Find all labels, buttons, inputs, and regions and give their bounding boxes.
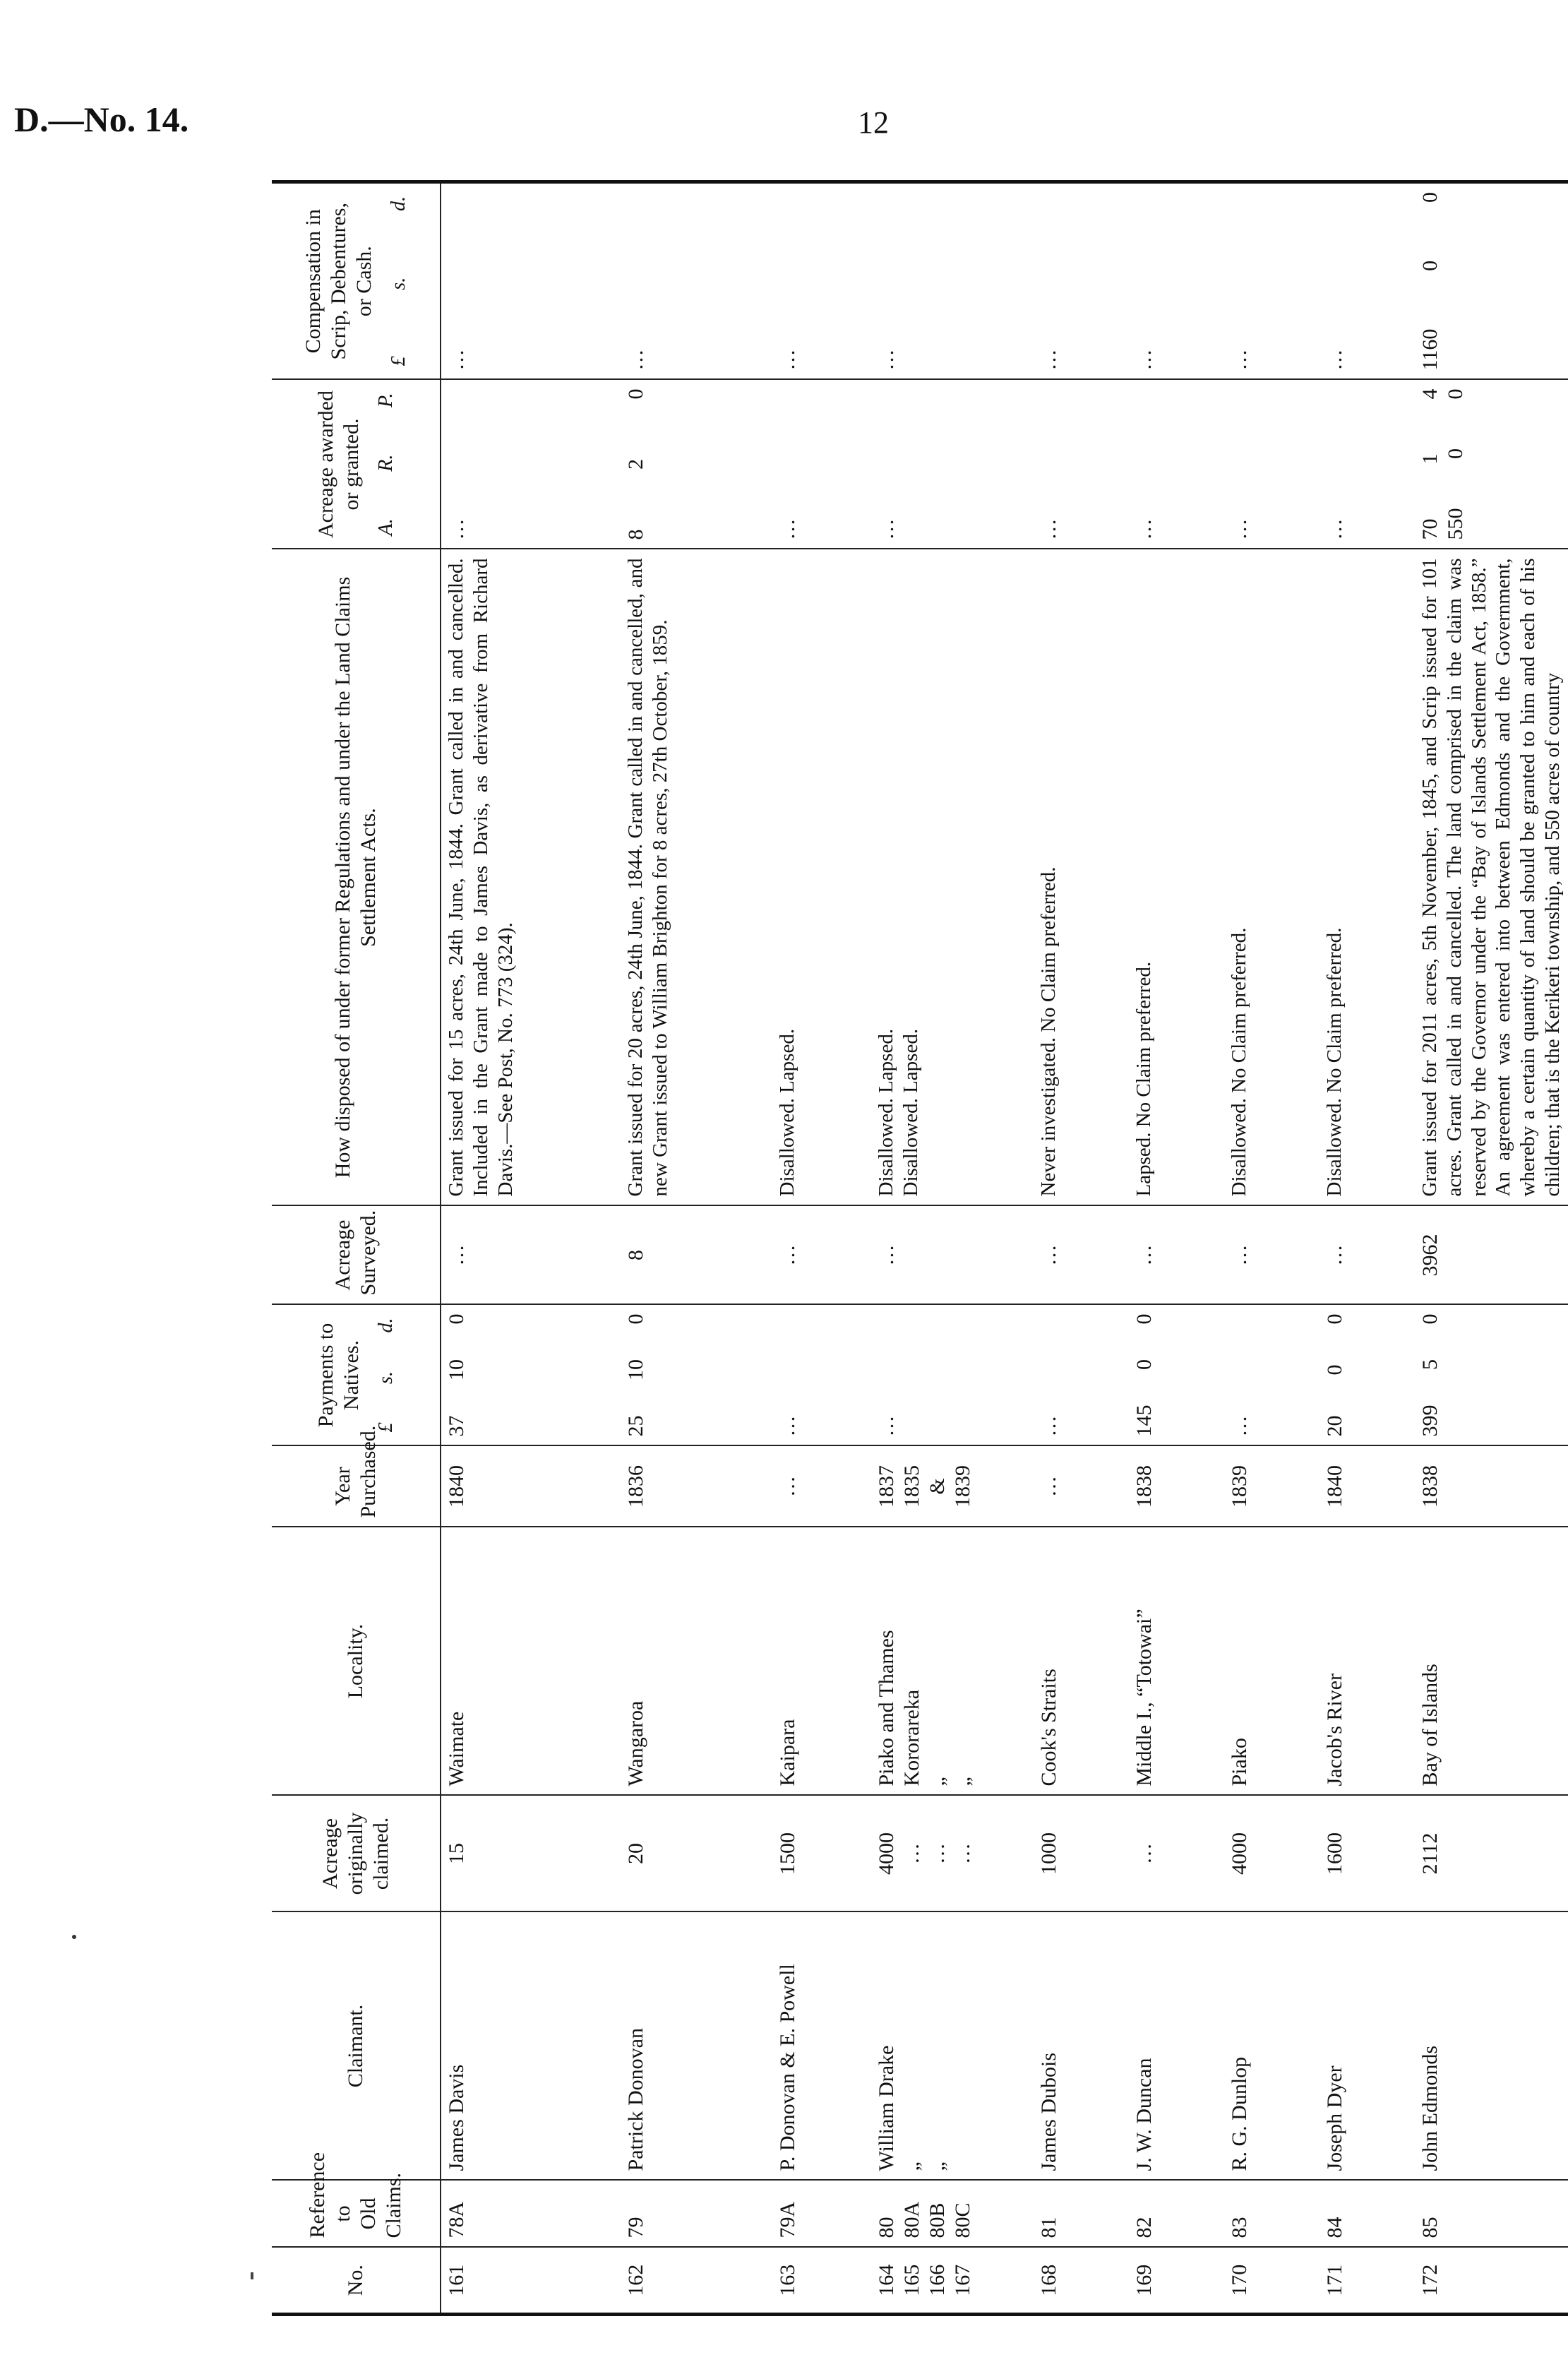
cell-no: [1319, 2248, 1415, 2315]
awarded-units: A. R. P.: [375, 393, 397, 536]
cell-locality: [441, 1527, 621, 1796]
disposal-text: Disallowed. No Claim preferred.: [1323, 927, 1346, 1197]
cell-compensation: [1129, 182, 1224, 380]
table-row: [1034, 182, 1129, 2315]
claimant-line: James Dubois: [1037, 2053, 1060, 2171]
awarded-part: 2: [624, 459, 647, 470]
table-row: [1224, 182, 1319, 2315]
cell-year: [772, 1446, 871, 1527]
compensation-part: …: [875, 349, 898, 371]
cell-surveyed: …: [1034, 1206, 1129, 1305]
no-line: 169: [1132, 2264, 1156, 2296]
awarded-part: 1: [1418, 453, 1442, 465]
cell-claimant: [441, 1912, 621, 2181]
awarded-part: 8: [624, 529, 647, 540]
year-line: &: [926, 1478, 949, 1495]
payment-amount: [1322, 1314, 1348, 1437]
table-row: [441, 182, 621, 2315]
awarded-amount: [1036, 389, 1062, 540]
cell-ref: [772, 2181, 871, 2248]
compensation-amount: [1036, 192, 1062, 371]
payment-part: 0: [1323, 1313, 1346, 1325]
ref-line: 83: [1228, 2217, 1251, 2238]
claimant-line: William Drake: [875, 2045, 898, 2171]
no-line: 172: [1418, 2264, 1442, 2296]
payment-part: 0: [1323, 1364, 1346, 1376]
cell-locality: [1415, 1527, 1568, 1796]
payment-part: 0: [445, 1313, 468, 1325]
payment-amount: [1036, 1314, 1062, 1437]
awarded-amount: [1322, 389, 1348, 540]
compensation-part: …: [624, 349, 647, 371]
cell-surveyed: 8: [621, 1206, 772, 1305]
compensation-amount: [1132, 192, 1157, 371]
ref-line: 81: [1037, 2217, 1060, 2238]
cell-compensation: [1034, 182, 1129, 380]
col-payments-title: Payments to Natives.: [314, 1323, 364, 1428]
payment-part: 10: [624, 1359, 647, 1380]
payment-part: …: [1228, 1415, 1251, 1437]
no-line: 168: [1037, 2264, 1060, 2296]
cell-year: [1224, 1446, 1319, 1527]
disposal-text: Lapsed. No Claim preferred.: [1132, 961, 1155, 1197]
cell-disposal: [441, 549, 621, 1206]
compensation-part: …: [776, 349, 799, 371]
cell-claimant: [871, 1912, 1034, 2181]
cell-compensation: [1319, 182, 1415, 380]
cell-year: [441, 1446, 621, 1527]
year-line: …: [776, 1476, 799, 1497]
locality-line: „: [951, 1777, 974, 1787]
claimed-line: …: [926, 1843, 949, 1864]
awarded-part: 0: [1444, 448, 1467, 459]
cell-no: [1415, 2248, 1568, 2315]
locality-line: „: [926, 1777, 949, 1787]
disposal-text: Disallowed. Lapsed.: [899, 1028, 922, 1197]
cell-claimed: [441, 1796, 621, 1912]
claimant-line: Joseph Dyer: [1323, 2065, 1346, 2171]
cell-surveyed: …: [871, 1206, 1034, 1305]
cell-surveyed: …: [1224, 1206, 1319, 1305]
cell-no: [1224, 2248, 1319, 2315]
cell-claimant: [1415, 1912, 1568, 2181]
cell-ref: [1319, 2181, 1415, 2248]
cell-claimant: [1224, 1912, 1319, 2181]
claimed-line: 1600: [1323, 1832, 1346, 1875]
cell-claimed: [1129, 1796, 1224, 1912]
locality-line: Kororareka: [900, 1689, 923, 1787]
cell-ref: [1224, 2181, 1319, 2248]
payment-part: …: [875, 1415, 898, 1437]
cell-locality: [1129, 1527, 1224, 1796]
cell-surveyed: 3962: [1415, 1206, 1568, 1305]
cell-year: [1129, 1446, 1224, 1527]
payment-part: 145: [1132, 1404, 1156, 1437]
no-line: 171: [1323, 2264, 1346, 2296]
ref-line: 78A: [445, 2201, 468, 2238]
no-line: 163: [776, 2264, 799, 2296]
awarded-part: …: [1037, 518, 1060, 540]
compensation-part: …: [445, 349, 468, 371]
awarded-part: …: [1132, 518, 1156, 540]
disposal-text: Grant issued for 15 acres, 24th June, 1844. Grant called in and cancelled. Included in the Grant made to James Davis, as derivative from Richard Davis.—See Post, No. 773 (324).: [445, 558, 517, 1197]
awarded-amount: [1227, 389, 1252, 540]
cell-payments: [1415, 1305, 1568, 1446]
ref-line: 82: [1132, 2217, 1156, 2238]
cell-payments: [871, 1305, 1034, 1446]
table-row: [871, 182, 1034, 2315]
no-line: 170: [1228, 2264, 1251, 2296]
claimed-line: 15: [445, 1843, 468, 1864]
payment-part: 25: [624, 1415, 647, 1437]
cell-year: [871, 1446, 1034, 1527]
claimed-line: …: [900, 1843, 923, 1864]
cell-ref: [871, 2181, 1034, 2248]
cell-claimant: [1034, 1912, 1129, 2181]
cell-payments: [1319, 1305, 1415, 1446]
cell-disposal: [1319, 549, 1415, 1206]
table-row: [1415, 182, 1568, 2315]
cell-payments: [1034, 1305, 1129, 1446]
year-line: 1839: [951, 1465, 974, 1508]
cell-ref: [1034, 2181, 1129, 2248]
payment-part: 0: [1132, 1313, 1156, 1325]
cell-ref: [1415, 2181, 1568, 2248]
awarded-amount: [623, 389, 649, 540]
col-reference: Reference to Old Claims.: [272, 2181, 441, 2248]
locality-line: Wangaroa: [624, 1700, 647, 1787]
claimant-line: „: [900, 2161, 923, 2171]
awarded-part: …: [1228, 518, 1251, 540]
col-payments: [272, 1305, 441, 1446]
payment-part: 37: [445, 1415, 468, 1437]
cell-awarded: [871, 380, 1034, 549]
compensation-amount: [623, 192, 649, 371]
payment-part: …: [776, 1415, 799, 1437]
cell-awarded: [772, 380, 871, 549]
cell-payments: [621, 1305, 772, 1446]
compensation-part: …: [1228, 349, 1251, 371]
page-number: 12: [858, 105, 889, 140]
table-row: [1319, 182, 1415, 2315]
payment-part: 20: [1323, 1415, 1346, 1437]
payment-amount: [1227, 1314, 1252, 1437]
cell-disposal: [1129, 549, 1224, 1206]
awarded-amount: [874, 389, 899, 540]
payment-part: …: [1037, 1415, 1060, 1437]
claimant-line: „: [926, 2161, 949, 2171]
claimed-line: …: [1132, 1843, 1156, 1864]
table-body: [441, 182, 1568, 2315]
header-row: [272, 182, 441, 2315]
cell-no: [1129, 2248, 1224, 2315]
locality-line: Middle I., “Totowai”: [1132, 1609, 1156, 1787]
cell-disposal: [1034, 549, 1129, 1206]
table-row: [772, 182, 871, 2315]
cell-no: [871, 2248, 1034, 2315]
payment-part: 0: [624, 1313, 647, 1325]
table-row: [1129, 182, 1224, 2315]
year-line: 1840: [445, 1465, 468, 1508]
cell-awarded: [1129, 380, 1224, 549]
cell-locality: [621, 1527, 772, 1796]
compensation-part: 0: [1418, 260, 1442, 271]
ref-line: 80B: [926, 2202, 949, 2238]
cell-awarded: [621, 380, 772, 549]
awarded-part: 4: [1418, 388, 1442, 400]
payment-amount: [1132, 1314, 1157, 1437]
cell-awarded: [1415, 380, 1568, 549]
cell-surveyed: …: [1129, 1206, 1224, 1305]
compensation-part: …: [1323, 349, 1346, 371]
awarded-amount: [444, 389, 469, 540]
payment-part: 0: [1132, 1359, 1156, 1370]
payment-part: 10: [445, 1359, 468, 1380]
claimed-line: 4000: [1228, 1832, 1251, 1875]
locality-line: Piako and Thames: [875, 1630, 898, 1787]
cell-claimant: [772, 1912, 871, 2181]
stray-mark: [251, 2272, 253, 2279]
cell-disposal: [621, 549, 772, 1206]
year-line: 1839: [1228, 1465, 1251, 1508]
col-surveyed: Acreage Surveyed.: [272, 1206, 441, 1305]
payment-part: 399: [1418, 1404, 1442, 1437]
cell-compensation: [441, 182, 621, 380]
disposal-text: Never investigated. No Claim preferred.: [1037, 866, 1060, 1197]
col-awarded: [272, 380, 441, 549]
cell-claimant: [621, 1912, 772, 2181]
cell-ref: [1129, 2181, 1224, 2248]
locality-line: Cook's Straits: [1037, 1669, 1060, 1787]
claimant-line: John Edmonds: [1418, 2045, 1442, 2171]
year-line: 1838: [1132, 1465, 1156, 1508]
ref-line: 79: [624, 2217, 647, 2238]
awarded-part: …: [445, 518, 468, 540]
year-line: …: [1037, 1476, 1060, 1497]
cell-disposal: [772, 549, 871, 1206]
compensation-amount: [1227, 192, 1252, 371]
col-acreage-claimed: Acreage originally claimed.: [272, 1796, 441, 1912]
compensation-part: …: [1037, 349, 1060, 371]
land-claims-table: [272, 184, 1564, 2316]
year-line: 1838: [1418, 1465, 1442, 1508]
cell-year: [1415, 1446, 1568, 1527]
cell-compensation: [871, 182, 1034, 380]
claimed-line: 1500: [776, 1832, 799, 1875]
compensation-amount: [775, 192, 801, 371]
payment-amount: [775, 1314, 801, 1437]
cell-claimed: [871, 1796, 1034, 1912]
cell-no: [1034, 2248, 1129, 2315]
locality-line: Kaipara: [776, 1719, 799, 1787]
cell-no: [621, 2248, 772, 2315]
stray-mark: [72, 1935, 76, 1939]
no-line: 161: [445, 2264, 468, 2296]
col-claimant: Claimant.: [272, 1912, 441, 2181]
payment-part: 5: [1418, 1359, 1442, 1370]
awarded-part: 0: [1444, 388, 1467, 400]
awarded-amount: [1418, 389, 1443, 540]
claimed-line: 2112: [1418, 1832, 1442, 1875]
cell-no: [441, 2248, 621, 2315]
compensation-amount: [1418, 192, 1443, 371]
compensation-amount: [444, 192, 469, 371]
awarded-amount: [1443, 389, 1468, 540]
claimed-line: 20: [624, 1843, 647, 1864]
cell-locality: [772, 1527, 871, 1796]
claimant-line: R. G. Dunlop: [1228, 2056, 1251, 2171]
cell-payments: [441, 1305, 621, 1446]
cell-claimant: [1319, 1912, 1415, 2181]
disposal-text: Grant issued for 20 acres, 24th June, 1844. Grant called in and cancelled, and new Grant issued to William Brighton for 8 acres, 27th October, 1859.: [624, 558, 671, 1197]
cell-compensation: [1415, 182, 1568, 380]
compensation-amount: [1322, 192, 1348, 371]
cell-awarded: [1034, 380, 1129, 549]
payments-units: £ s. d.: [375, 1318, 397, 1433]
no-line: 164: [875, 2264, 898, 2296]
year-line: 1835: [900, 1465, 923, 1508]
disposal-text: Grant issued for 2011 acres, 5th November, 1845, and Scrip issued for 101 acres. Grant called in and cancelled. The land comprised in the claim was reserved by the Governor under the “Bay of Islands Settlement Act, 1858.” An agreement was entered into between Edmonds and the Government, whereby a certain quantity of land should be granted to him and each of his children; that is the Kerikeri township, and 550 acres of country: [1418, 558, 1564, 1197]
compensation-part: 0: [1418, 192, 1442, 203]
no-line: 167: [951, 2264, 974, 2296]
disposal-text: Disallowed. No Claim preferred.: [1228, 927, 1250, 1197]
claimant-line: James Davis: [445, 2064, 468, 2171]
ref-line: 84: [1323, 2217, 1346, 2238]
compensation-part: 1160: [1418, 328, 1442, 371]
cell-ref: [621, 2181, 772, 2248]
cell-surveyed: …: [1319, 1206, 1415, 1305]
claimed-line: 1000: [1037, 1832, 1060, 1875]
year-line: 1836: [624, 1465, 647, 1508]
cell-year: [1034, 1446, 1129, 1527]
ref-line: 80A: [900, 2201, 923, 2238]
cell-surveyed: …: [772, 1206, 871, 1305]
cell-year: [1319, 1446, 1415, 1527]
col-locality: Locality.: [272, 1527, 441, 1796]
cell-payments: [1224, 1305, 1319, 1446]
compensation-part: …: [1132, 349, 1156, 371]
awarded-amount: [1132, 389, 1157, 540]
cell-payments: [772, 1305, 871, 1446]
claimant-line: P. Donovan & E. Powell: [776, 1964, 799, 2171]
awarded-part: 70: [1418, 518, 1442, 540]
payment-amount: [1418, 1314, 1443, 1437]
no-line: 162: [624, 2264, 647, 2296]
payment-amount: [874, 1314, 899, 1437]
awarded-part: …: [1323, 518, 1346, 540]
awarded-amount: [775, 389, 801, 540]
cell-surveyed: …: [441, 1206, 621, 1305]
cell-awarded: [1224, 380, 1319, 549]
cell-locality: [1319, 1527, 1415, 1796]
col-no: No.: [272, 2248, 441, 2315]
disposal-text: Disallowed. Lapsed.: [875, 1028, 897, 1197]
claimed-line: 4000: [875, 1832, 898, 1875]
cell-disposal: [1415, 549, 1568, 1206]
payment-part: 0: [1418, 1313, 1442, 1325]
cell-compensation: [1224, 182, 1319, 380]
cell-locality: [1034, 1527, 1129, 1796]
claimant-line: Patrick Donovan: [624, 2028, 647, 2171]
claimed-line: …: [951, 1843, 974, 1864]
ref-line: 85: [1418, 2217, 1442, 2238]
cell-disposal: [1224, 549, 1319, 1206]
no-line: 166: [926, 2264, 949, 2296]
col-compensation-title: Compensation in Scrip, Debentures, or Cash.: [301, 203, 376, 360]
cell-awarded: [1319, 380, 1415, 549]
locality-line: Waimate: [445, 1711, 468, 1787]
cell-claimed: [1034, 1796, 1129, 1912]
cell-claimed: [621, 1796, 772, 1912]
payment-amount: [444, 1314, 469, 1437]
locality-line: Jacob's River: [1323, 1673, 1346, 1787]
col-disposal: How disposed of under former Regulations and under the Land Claims Settlement Acts.: [272, 549, 441, 1206]
awarded-part: 0: [624, 388, 647, 400]
cell-awarded: [441, 380, 621, 549]
ref-line: 80C: [951, 2202, 974, 2238]
table-row: [621, 182, 772, 2315]
cell-locality: [1224, 1527, 1319, 1796]
cell-no: [772, 2248, 871, 2315]
cell-claimed: [1224, 1796, 1319, 1912]
awarded-part: …: [875, 518, 898, 540]
ref-line: 80: [875, 2217, 898, 2238]
document-reference: D.—No. 14.: [14, 100, 189, 139]
col-awarded-title: Acreage awarded or granted.: [314, 390, 364, 539]
awarded-part: 550: [1444, 508, 1467, 540]
locality-line: Bay of Islands: [1418, 1664, 1442, 1787]
cell-locality: [871, 1527, 1034, 1796]
cell-disposal: [871, 549, 1034, 1206]
payment-amount: [623, 1314, 649, 1437]
locality-line: Piako: [1228, 1738, 1251, 1787]
cell-compensation: [621, 182, 772, 380]
cell-claimant: [1129, 1912, 1224, 2181]
cell-claimed: [772, 1796, 871, 1912]
year-line: 1840: [1323, 1465, 1346, 1508]
cell-ref: [441, 2181, 621, 2248]
compensation-units: £ s. d.: [388, 196, 410, 366]
cell-claimed: [1319, 1796, 1415, 1912]
col-compensation: [272, 182, 441, 380]
cell-compensation: [772, 182, 871, 380]
ref-line: 79A: [776, 2201, 799, 2238]
compensation-amount: [874, 192, 899, 371]
cell-payments: [1129, 1305, 1224, 1446]
cell-claimed: [1415, 1796, 1568, 1912]
no-line: 165: [900, 2264, 923, 2296]
awarded-part: …: [776, 518, 799, 540]
cell-year: [621, 1446, 772, 1527]
col-year: Year Purchased.: [272, 1446, 441, 1527]
year-line: 1837: [875, 1465, 898, 1508]
disposal-text: Disallowed. Lapsed.: [776, 1028, 798, 1197]
claimant-line: J. W. Duncan: [1132, 2058, 1156, 2171]
